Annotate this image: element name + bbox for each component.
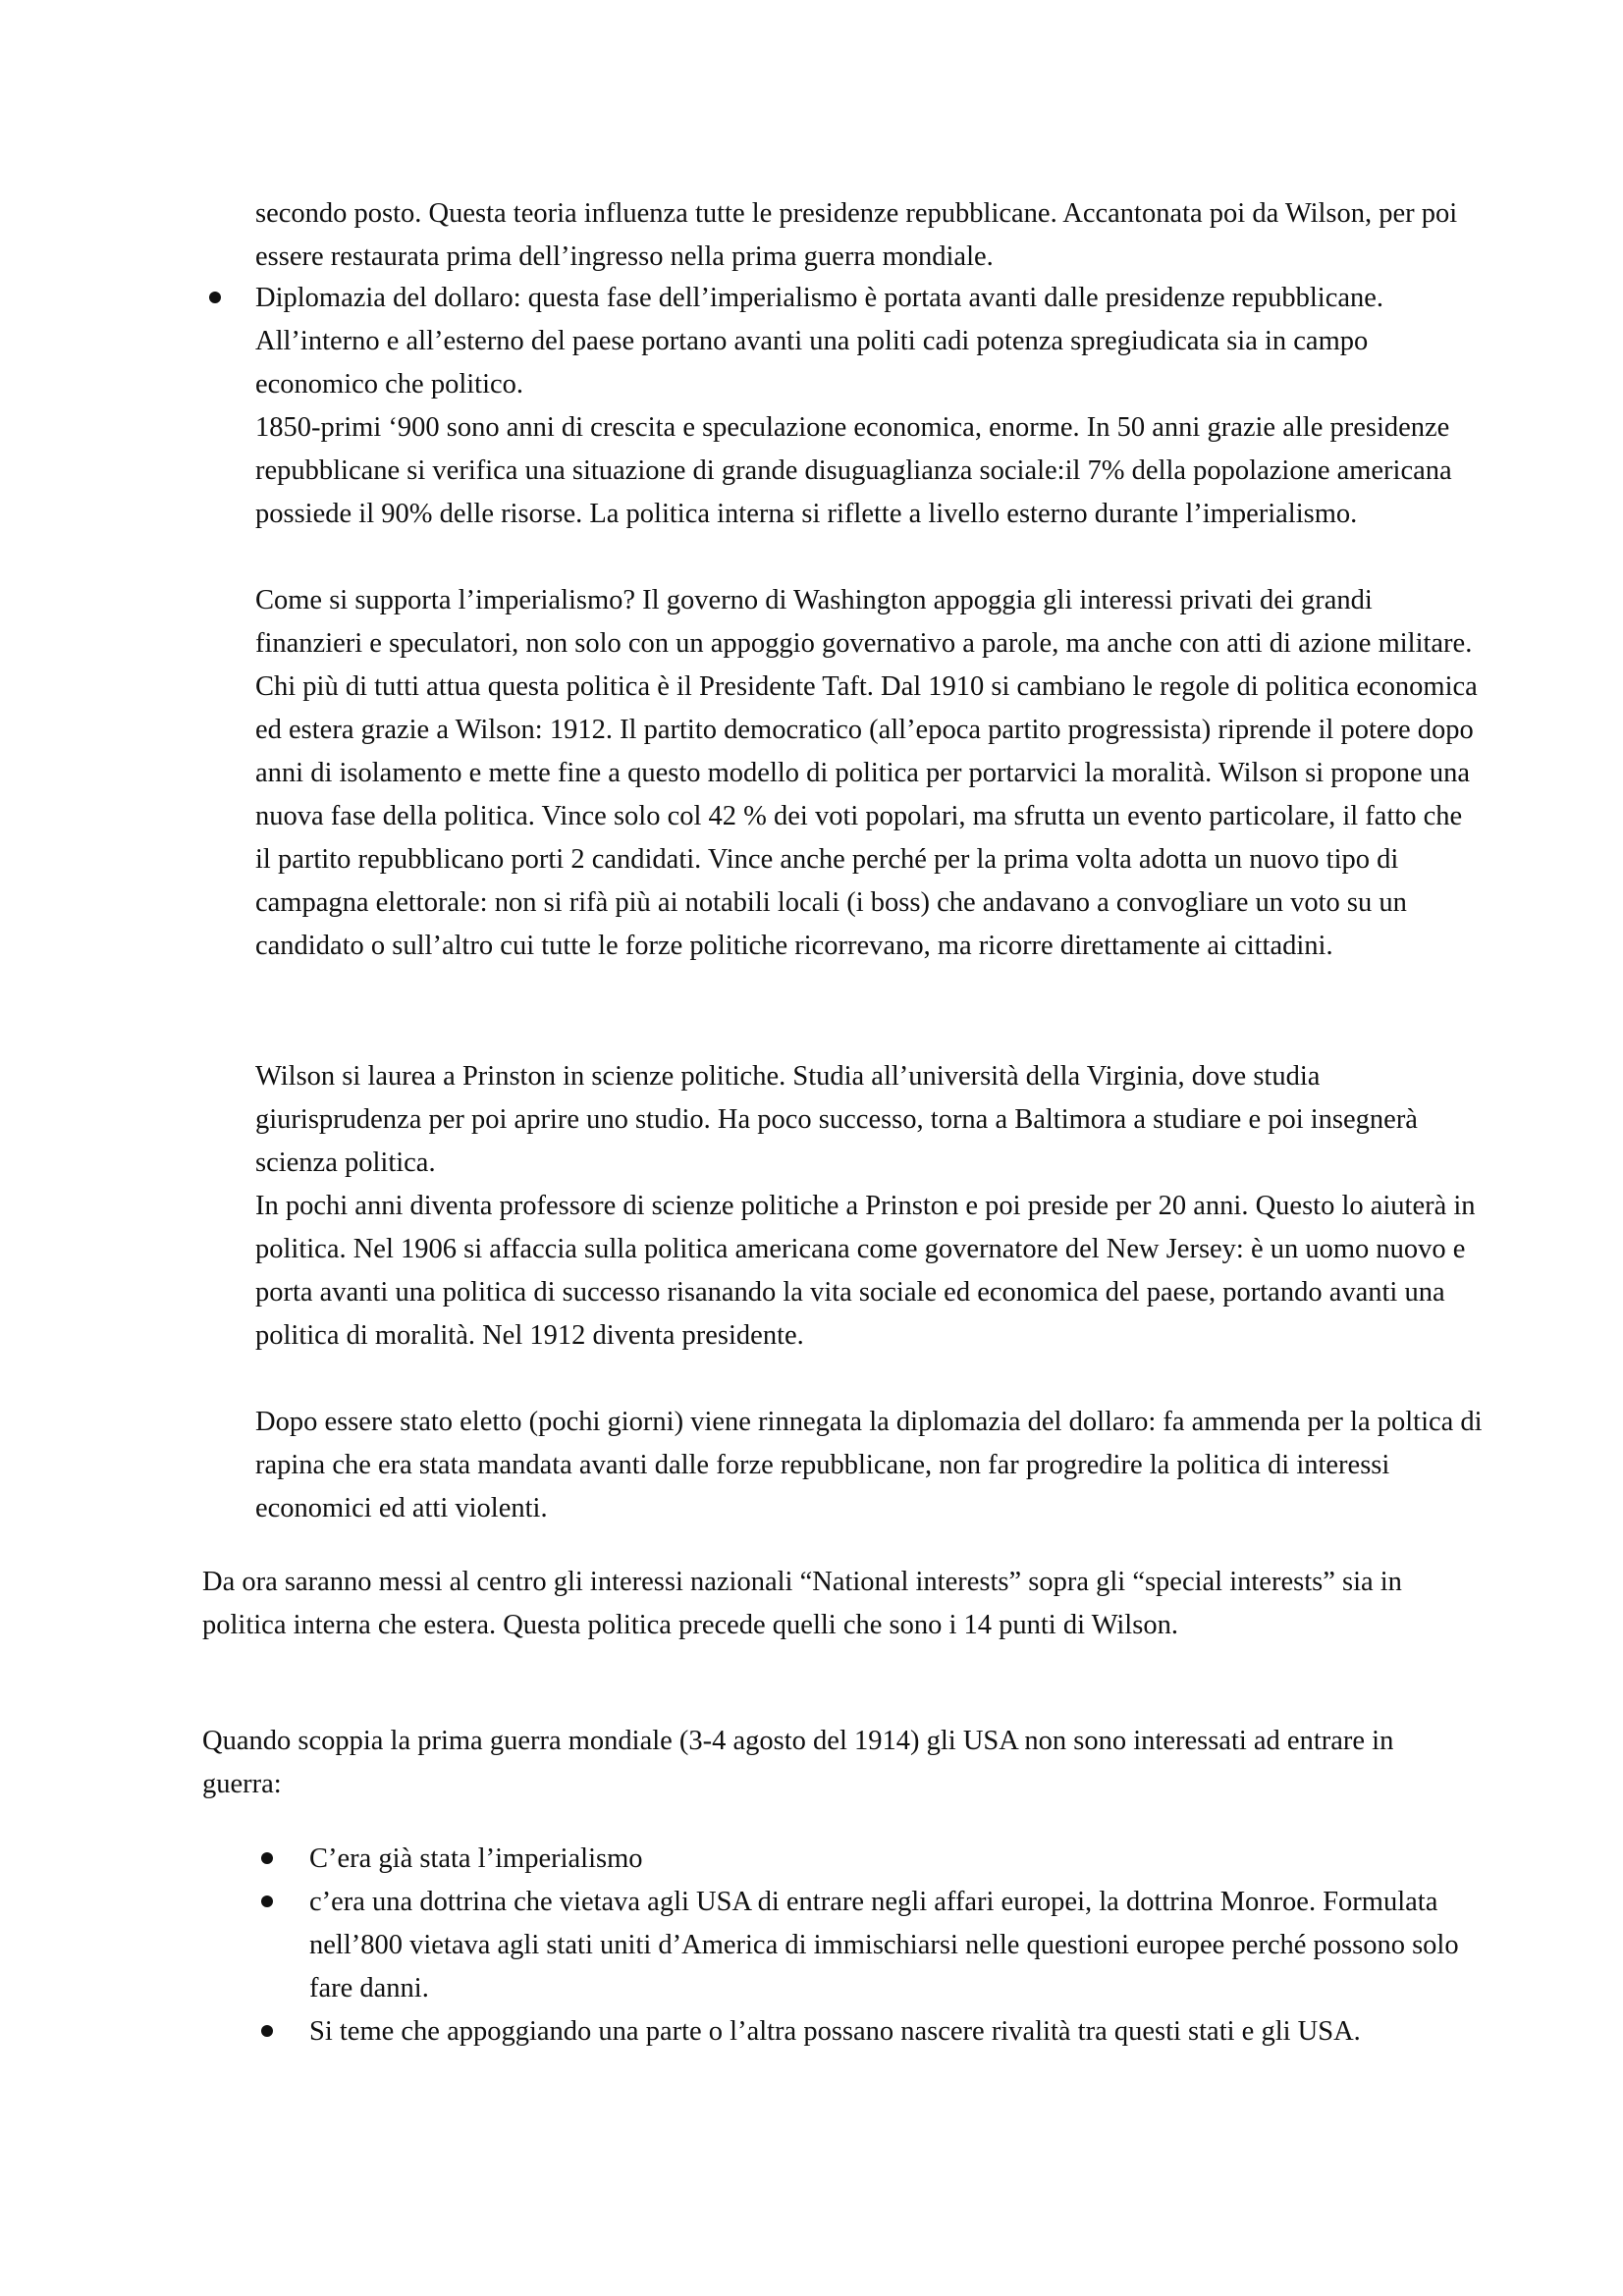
list-item: C’era già stata l’imperialismo xyxy=(309,1843,643,1874)
bullet-marker xyxy=(261,1852,273,1864)
continuation-paragraph: secondo posto. Questa teoria influenza tutte le presidenze repubblicane. Accantonata poi da Wilson, per poi essere restaurata prima dell’ingresso nella prima guerra mondiale. xyxy=(255,198,1458,272)
bullet-marker xyxy=(209,292,221,303)
body-paragraph: Quando scoppia la prima guerra mondiale (3-4 agosto del 1914) gli USA non sono interessati ad entrare in guerra: xyxy=(202,1726,1394,1799)
bullet-marker xyxy=(261,1896,273,1907)
body-paragraph: Da ora saranno messi al centro gli interessi nazionali “National interests” sopra gli “special interests” sia in politica interna che estera. Questa politica precede quelli che sono i 14 punti di Wilson. xyxy=(202,1567,1402,1640)
bullet-marker xyxy=(261,2025,273,2037)
list-item: Diplomazia del dollaro: questa fase dell’imperialismo è portata avanti dalle presidenze repubblicane. All’interno e all’esterno del paese portano avanti una politi cadi potenza spregiudicata sia in campo economico che politico. xyxy=(255,283,1384,400)
indented-paragraph: In pochi anni diventa professore di scienze politiche a Prinston e poi preside per 20 anni. Questo lo aiuterà in politica. Nel 1906 si affaccia sulla politica americana come governatore del New Jersey: è un uomo nuovo e porta avanti una politica di successo risanando la vita sociale ed economica del paese, portando avanti una politica di moralità. Nel 1912 diventa presidente. xyxy=(255,1191,1476,1351)
indented-paragraph: 1850-primi ‘900 sono anni di crescita e speculazione economica, enorme. In 50 anni grazie alle presidenze repubblicane si verifica una situazione di grande disuguaglianza sociale:il 7% della popolazione americana possiede il 90% delle risorse. La politica interna si riflette a livello esterno durante l’imperialismo. xyxy=(255,412,1452,529)
indented-paragraph: Wilson si laurea a Prinston in scienze politiche. Studia all’università della Virginia, dove studia giurisprudenza per poi aprire uno studio. Ha poco successo, torna a Baltimora a studiare e poi insegnerà scienza politica. xyxy=(255,1061,1418,1178)
list-item: Si teme che appoggiando una parte o l’altra possano nascere rivalità tra questi stati e gli USA. xyxy=(309,2016,1361,2047)
indented-paragraph: Dopo essere stato eletto (pochi giorni) viene rinnegata la diplomazia del dollaro: fa ammenda per la poltica di rapina che era stata mandata avanti dalle forze repubblicane, non far progredire la politica di interessi economici ed atti violenti. xyxy=(255,1407,1483,1523)
indented-paragraph: Come si supporta l’imperialismo? Il governo di Washington appoggia gli interessi privati dei grandi finanzieri e speculatori, non solo con un appoggio governativo a parole, ma anche con atti di azione militare. Chi più di tutti attua questa politica è il Presidente Taft. Dal 1910 si cambiano le regole di politica economica ed estera grazie a Wilson: 1912. Il partito democratico (all’epoca partito progressista) riprende il potere dopo anni di isolamento e mette fine a questo modello di politica per portarvici la moralità. Wilson si propone una nuova fase della politica. Vince solo col 42 % dei voti popolari, ma sfrutta un evento particolare, il fatto che il partito repubblicano porti 2 candidati. Vince anche perché per la prima volta adotta un nuovo tipo di campagna elettorale: non si rifà più ai notabili locali (i boss) che andavano a convogliare un voto su un candidato o sull’altro cui tutte le forze politiche ricorrevano, ma ricorre direttamente ai cittadini. xyxy=(255,585,1478,961)
list-item: c’era una dottrina che vietava agli USA di entrare negli affari europei, la dottrina Monroe. Formulata nell’800 vietava agli stati uniti d’America di immischiarsi nelle questioni europee perché possono solo fare danni. xyxy=(309,1887,1459,2003)
